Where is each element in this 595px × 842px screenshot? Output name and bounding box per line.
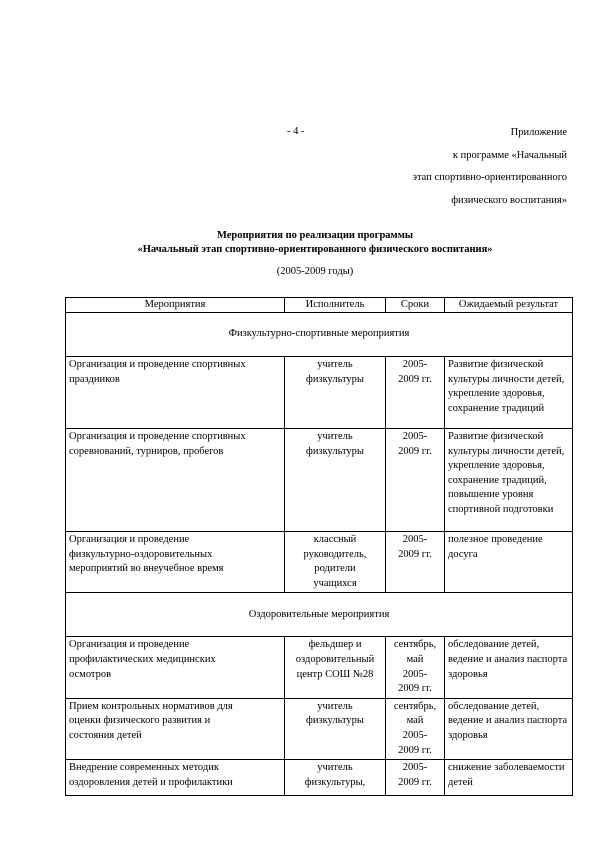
section-title-sport: Физкультурно-спортивные мероприятия xyxy=(66,313,573,357)
column-header-result: Ожидаемый результат xyxy=(445,298,573,313)
cell-executor: учитель физкультуры xyxy=(285,357,386,429)
table-row xyxy=(66,698,573,759)
appendix-line: Приложение xyxy=(510,127,567,138)
table-row xyxy=(66,429,573,532)
cell-result: полезное проведение досуга xyxy=(445,532,573,593)
table-header-row xyxy=(66,298,573,313)
cell-event: Прием контрольных нормативов для оценки физического развития и состояния детей xyxy=(66,698,285,759)
table-row xyxy=(66,532,573,593)
cell-result: Развитие физической культуры личности детей, укрепление здоровья, сохранение традиций, повышение уровня спортивной подготовки xyxy=(445,429,573,532)
section-title-health: Оздоровительные мероприятия xyxy=(66,593,573,637)
title-period: (2005-2009 годы) xyxy=(276,266,354,277)
table-row xyxy=(66,760,573,796)
appendix-line: физического воспитания» xyxy=(451,194,567,206)
cell-result: обследование детей, ведение и анализ паспорта здоровья xyxy=(445,637,573,698)
cell-term: 2005- 2009 гг. xyxy=(386,760,445,796)
cell-executor: учитель физкультуры xyxy=(285,429,386,532)
cell-executor: фельдшер и оздоровительный центр СОШ №28 xyxy=(285,637,386,698)
appendix-note xyxy=(327,122,567,212)
cell-event: Организация и проведение профилактических медицинских осмотров xyxy=(66,637,285,698)
section-row xyxy=(66,593,573,637)
cell-term: 2005- 2009 гг. xyxy=(386,532,445,593)
events-table xyxy=(65,297,573,796)
cell-result: Развитие физической культуры личности детей, укрепление здоровья, сохранение традиций xyxy=(445,357,573,429)
page-number: - 4 - xyxy=(287,126,305,137)
section-row xyxy=(66,313,573,357)
cell-result: обследование детей, ведение и анализ паспорта здоровья xyxy=(445,698,573,759)
cell-executor: классный руководитель, родители учащихся xyxy=(285,532,386,593)
document-title xyxy=(60,229,570,257)
cell-executor: учитель физкультуры xyxy=(285,698,386,759)
cell-term: 2005- 2009 гг. xyxy=(386,429,445,532)
title-line-1: Мероприятия по реализации программы xyxy=(216,230,414,241)
cell-event: Организация и проведение спортивных соревнований, турниров, пробегов xyxy=(66,429,285,532)
cell-event: Организация и проведение спортивных праздников xyxy=(66,357,285,429)
appendix-line: к программе «Начальный xyxy=(452,149,567,161)
column-header-events: Мероприятия xyxy=(66,298,285,313)
cell-term: 2005- 2009 гг. xyxy=(386,357,445,429)
table-row xyxy=(66,357,573,429)
cell-event: Организация и проведение физкультурно-оздоровительных мероприятий во внеучебное время xyxy=(66,532,285,593)
cell-result: снижение заболеваемости детей xyxy=(445,760,573,796)
column-header-terms: Сроки xyxy=(386,298,445,313)
cell-event: Внедрение современных методик оздоровления детей и профилактики xyxy=(66,760,285,796)
title-line-2: «Начальный этап спортивно-ориентированного физического воспитания» xyxy=(137,244,493,255)
appendix-line: этап спортивно-ориентированного xyxy=(412,172,567,183)
column-header-executor: Исполнитель xyxy=(285,298,386,313)
cell-executor: учитель физкультуры, xyxy=(285,760,386,796)
cell-term: сентябрь, май 2005- 2009 гг. xyxy=(386,698,445,759)
cell-term: сентябрь, май 2005- 2009 гг. xyxy=(386,637,445,698)
table-row xyxy=(66,637,573,698)
